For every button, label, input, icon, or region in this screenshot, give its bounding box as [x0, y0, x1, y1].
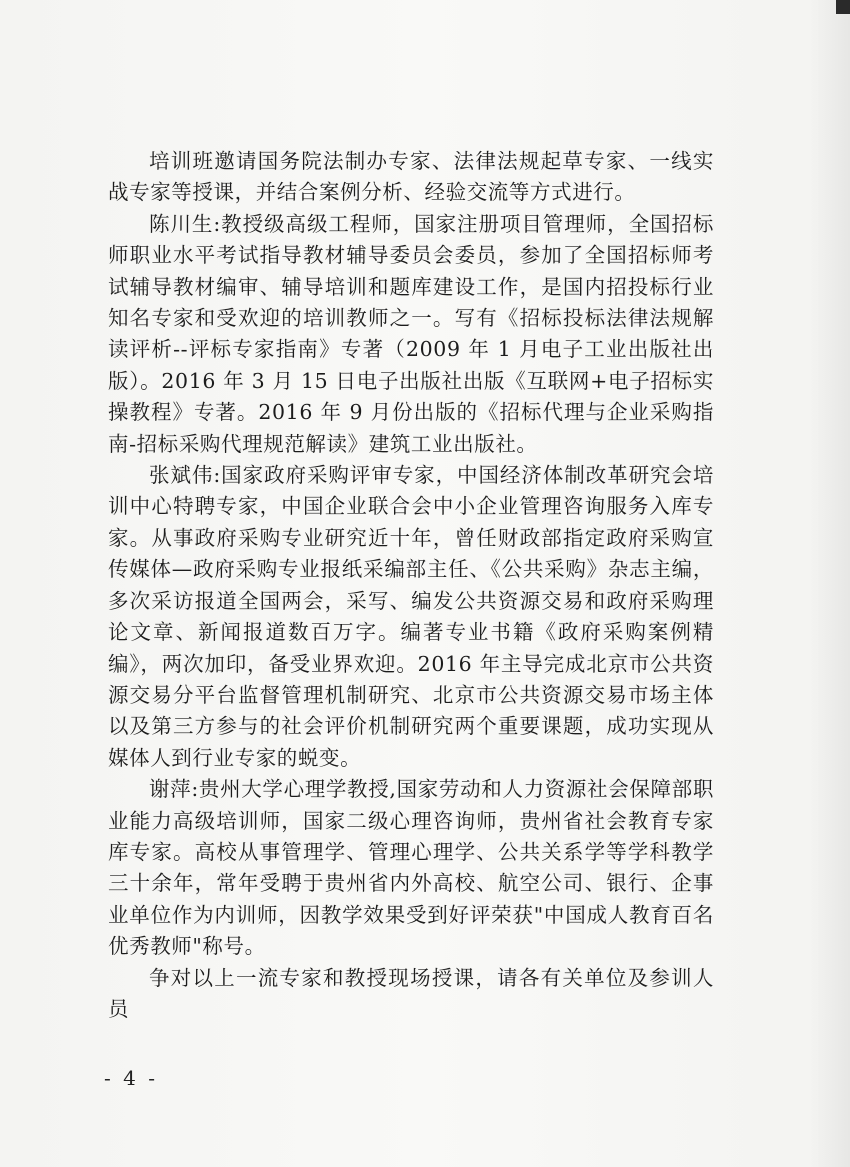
document-body [108, 146, 714, 1025]
paragraph-zhang-binwei: 张斌伟:国家政府采购评审专家，中国经济体制改革研究会培训中心特聘专家，中国企业联合会中小企业管理咨询服务入库专家。从事政府采购专业研究近十年，曾任财政部指定政府采购宣传媒体—政府采购专业报纸采编部主任、《公共采购》杂志主编，多次采访报道全国两会，采写、编发公共资源交易和政府采购理论文章、新闻报道数百万字。编著专业书籍《政府采购案例精编》，两次加印，备受业界欢迎。2016 年主导完成北京市公共资源交易分平台监督管理机制研究、北京市公共资源交易市场主体以及第三方参与的社会评价机制研究两个重要课题，成功实现从媒体人到行业专家的蜕变。 [108, 463, 714, 770]
paragraph-chen-chuansheng: 陈川生:教授级高级工程师，国家注册项目管理师，全国招标师职业水平考试指导教材辅导委员会委员，参加了全国招标师考试辅导教材编审、辅导培训和题库建设工作，是国内招投标行业知名专家和受欢迎的培训教师之一。写有《招标投标法律法规解读评析--评标专家指南》专著（2009 年 1 月电子工业出版社出版）。2016 年 3 月 15 日电子出版社出版《互联网+电子招标实操教程》专著。2016 年 9 月份出版的《招标代理与企业采购指南-招标采购代理规范解读》建筑工业出版社。 [108, 211, 714, 456]
paragraph-training-intro: 培训班邀请国务院法制办专家、法律法规起草专家、一线实战专家等授课，并结合案例分析、经验交流等方式进行。 [108, 149, 714, 205]
paragraph-xie-ping: 谢萍:贵州大学心理学教授,国家劳动和人力资源社会保障部职业能力高级培训师，国家二级心理咨询师，贵州省社会教育专家库专家。高校从事管理学、管理心理学、公共关系学等学科教学三十余年，常年受聘于贵州省内外高校、航空公司、银行、企事业单位作为内训师，因教学效果受到好评荣获"中国成人教育百名优秀教师"称号。 [108, 777, 714, 959]
page-number: - 4 - [104, 1066, 158, 1090]
scan-edge-shadow [810, 0, 850, 1167]
scan-corner-mark [836, 0, 850, 14]
paragraph-closing: 争对以上一流专家和教授现场授课，请各有关单位及参训人员 [108, 965, 714, 1021]
